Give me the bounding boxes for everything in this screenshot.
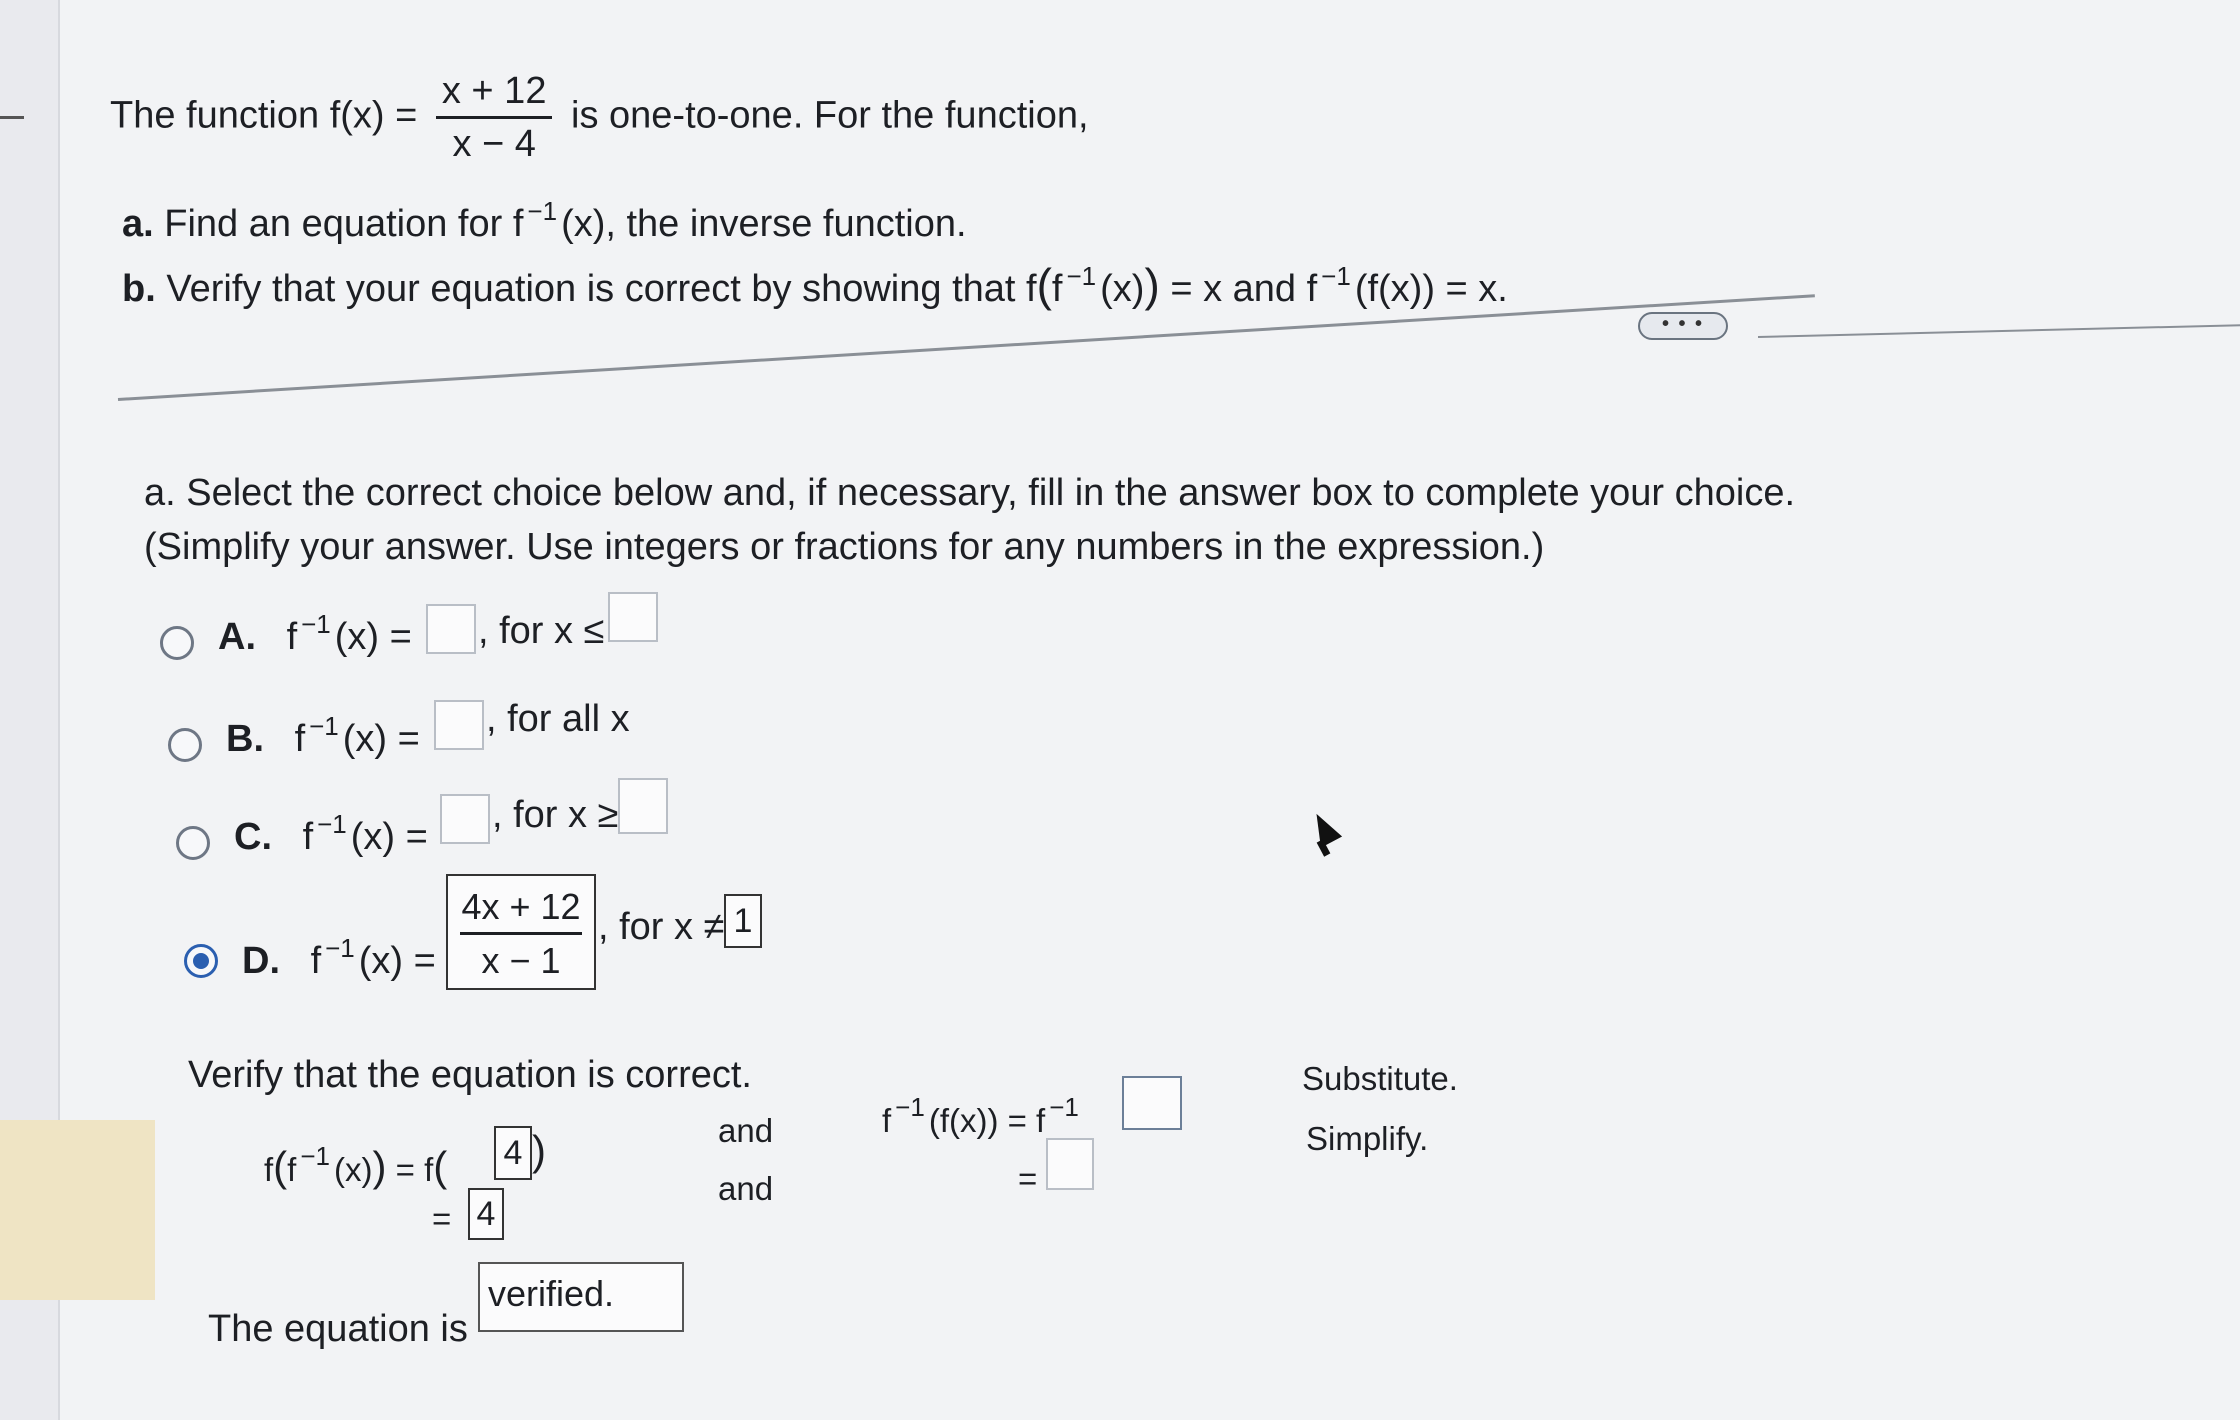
verify-left-close-paren: ) — [532, 1127, 546, 1174]
option-b[interactable]: B. f $^{-1}$ (x) = — [226, 711, 420, 760]
question-intro: The function f(x) = $\frac{x + 12}{x - 4}$ is one-to-one. For the function, — [110, 70, 1089, 165]
part-b-prompt: b. Verify that your equation is correct by showing that f(f $^{-1}$ (x)) = x and f $^{-1}$ (f(x)) = x. — [122, 259, 1508, 311]
collapse-marker[interactable] — [0, 116, 24, 119]
option-b-expression-box[interactable] — [434, 700, 484, 750]
option-c-expression-box[interactable] — [440, 794, 490, 844]
and-label-1: and — [718, 1112, 774, 1149]
radio-option-c[interactable] — [176, 826, 210, 860]
option-a[interactable]: A. f $^{-1}$ (x) = — [218, 609, 412, 658]
conclusion-label: The equation is — [208, 1308, 468, 1350]
option-d-numerator: 4x + 12 — [461, 886, 581, 927]
option-d-condition: , for x ≠ — [598, 906, 725, 948]
verify-left-equals: = — [432, 1200, 452, 1237]
radio-option-d[interactable] — [184, 944, 218, 978]
step-label-simplify: Simplify. — [1306, 1120, 1429, 1157]
more-options-button[interactable]: • • • — [1638, 312, 1728, 340]
verify-left-expression: f(f $^{-1}$ (x)) = f( — [264, 1141, 448, 1190]
radio-option-a[interactable] — [160, 626, 194, 660]
section-divider-right — [1758, 322, 2240, 338]
option-d[interactable]: D. f $^{-1}$ (x) = — [242, 933, 436, 982]
answer-hint: (Simplify your answer. Use integers or fractions for any numbers in the expression.) — [144, 526, 1545, 568]
verify-left-simplify-box[interactable]: 4 — [468, 1188, 504, 1240]
option-a-bound-box[interactable] — [608, 592, 658, 642]
question-pane — [58, 0, 2240, 1420]
left-rail — [0, 0, 60, 1420]
radio-option-b[interactable] — [168, 728, 202, 762]
option-d-excluded-value[interactable]: 1 — [724, 894, 762, 948]
option-c-condition: , for x ≥ — [492, 794, 619, 836]
verify-left-substitute-box[interactable]: 4 — [494, 1126, 532, 1180]
answer-instruction: a. Select the correct choice below and, if necessary, fill in the answer box to complete your choice. — [144, 472, 1796, 514]
conclusion-dropdown[interactable]: verified. — [478, 1262, 684, 1332]
part-a-prompt: a. Find an equation for f $^{-1}$ (x), the inverse function. — [122, 196, 967, 245]
option-c[interactable]: C. f $^{-1}$ (x) = — [234, 809, 428, 858]
verify-heading: Verify that the equation is correct. — [188, 1054, 752, 1096]
option-a-condition: , for x ≤ — [478, 610, 605, 652]
option-b-condition: , for all x — [486, 698, 630, 740]
verify-right-equals: = — [1018, 1160, 1038, 1197]
option-d-denominator: x − 1 — [481, 940, 561, 981]
step-label-substitute: Substitute. — [1302, 1060, 1458, 1097]
section-divider — [118, 294, 1815, 401]
option-d-fraction-bar — [460, 932, 582, 935]
option-d-expression-box[interactable] — [446, 874, 596, 990]
function-fraction: $\frac{x + 12}{x - 4}$ — [436, 72, 553, 163]
option-a-expression-box[interactable] — [426, 604, 476, 654]
verify-right-simplify-box[interactable] — [1046, 1138, 1094, 1190]
verify-right-substitute-box[interactable] — [1122, 1076, 1182, 1130]
verify-right-expression: f $^{-1}$ (f(x)) = f $^{-1}$ — [882, 1092, 1079, 1139]
and-label-2: and — [718, 1170, 774, 1207]
option-c-bound-box[interactable] — [618, 778, 668, 834]
